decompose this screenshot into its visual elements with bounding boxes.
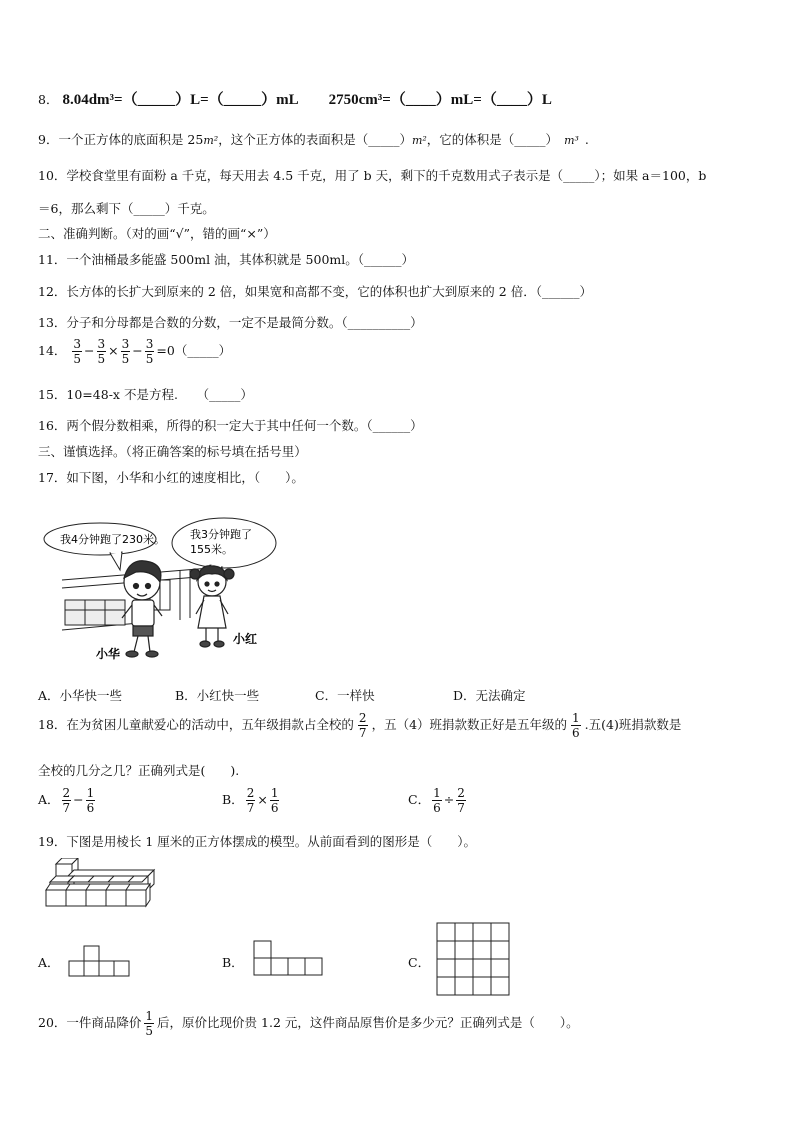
q19-option-c-label: C． [408,955,431,970]
q18-text-c: .五(4)班捐款数是 [584,717,682,732]
question-10-line2: ＝6，那么剩下（_____）千克。 [38,201,215,216]
q9-unit-3: m³ [564,134,579,147]
q18-fraction-b: $\frac{1}{6}$ [572,711,580,740]
q14-number: 14． [38,343,67,358]
bubble-2-line2: 155米。 [190,543,233,556]
girl-figure [190,566,234,647]
question-18-line1 [38,712,681,739]
q9-unit-1: m² [203,134,219,147]
question-19-stem: 19．下图是用棱长 1 厘米的正方体摆成的模型。从前面看到的图形是（ ）。 [38,834,477,849]
q18-option-b: B． $\frac{2}{7}$ × $\frac{1}{6}$ [222,786,279,815]
q17-option-c: C．一样快 [315,688,375,703]
question-15: 15．10=48-x 不是方程. （_____） [38,387,253,402]
q18-a-frac-2: $\frac{1}{6}$ [86,786,95,815]
section-3-heading: 三、谨慎选择。（将正确答案的标号填在括号里） [38,444,307,459]
question-12: 12．长方体的长扩大到原来的 2 倍，如果宽和高都不变，它的体积也扩大到原来的 2 倍．（______） [38,284,592,299]
question-18-line2: 全校的几分之几？正确列式是( ). [38,763,240,778]
question-20 [38,1010,579,1037]
question-14 [38,338,231,365]
q20-text-b: 后，原价比现价贵 1.2 元，这件商品原售价是多少元？正确列式是（ ）。 [157,1015,579,1030]
q17-option-b: B．小红快一些 [175,688,260,703]
label-xiaohua: 小华 [96,647,121,661]
cube-model [44,858,156,910]
q18-c-frac-2: $\frac{2}{7}$ [457,786,465,815]
q18-fraction-a: $\frac{2}{7}$ [358,711,367,740]
q20-fraction: $\frac{1}{5}$ [145,1009,154,1038]
q14-fraction-3: $\frac{3}{5}$ [121,337,130,366]
q14-tail: =0（_____） [156,343,232,358]
q8-part1: 8.04dm³=（_____）L=（_____）mL [62,92,299,108]
q17-illustration [40,510,290,670]
q19-option-b-label: B． [222,955,244,970]
q18-option-c: C． $\frac{1}{6}$ ÷ $\frac{2}{7}$ [408,786,465,815]
q18-b-frac-1: $\frac{2}{7}$ [246,786,255,815]
section-2-heading: 二、准确判断。（对的画“√”，错的画“×”） [38,226,276,241]
q14-fraction-4: $\frac{3}{5}$ [145,337,154,366]
q14-fraction-2: $\frac{3}{5}$ [97,337,106,366]
label-xiaohong: 小红 [233,632,258,646]
q9-text-d: . [584,132,589,147]
question-10-line1: 10．学校食堂里有面粉 a 千克，每天用去 4.5 千克，用了 b 天，剩下的千克数用式子表示是（_____）；如果 a＝100，b [38,168,707,183]
question-9 [38,130,589,148]
question-11: 11．一个油桶最多能盛 500ml 油，其体积就是 500ml。（______） [38,252,414,267]
bubble-1-text: 我4分钟跑了230米。 [60,533,165,546]
q18-c-frac-1: $\frac{1}{6}$ [433,786,441,815]
q20-text-a: 20．一件商品降价 [38,1015,142,1030]
q19-option-a-label: A． [38,955,60,970]
q8-number: 8． [38,92,59,107]
q19-option-c-figure [436,922,512,998]
q9-text-a: 9．一个正方体的底面积是 25 [38,132,204,147]
q19-option-a-figure [68,944,132,980]
boy-figure [122,561,162,657]
q17-option-d: D．无法确定 [453,688,526,703]
q18-text-a: 18．在为贫困儿童献爱心的活动中，五年级捐款占全校的 [38,717,354,732]
question-16: 16．两个假分数相乘，所得的积一定大于其中任何一个数。（______） [38,418,423,433]
q19-option-b-figure [253,940,323,978]
q14-op-3: − [132,343,143,358]
q18-a-frac-1: $\frac{2}{7}$ [62,786,71,815]
q14-op-2: × [108,343,119,358]
q18-text-b: ，五（4）班捐款数正好是五年级的 [371,717,568,732]
q9-unit-2: m² [411,134,427,147]
q14-op-1: − [84,343,95,358]
q18-option-a: A． $\frac{2}{7}$ − $\frac{1}{6}$ [38,786,95,815]
q14-fraction-1: $\frac{3}{5}$ [73,337,82,366]
q18-b-frac-2: $\frac{1}{6}$ [270,786,279,815]
q9-text-b: ，这个正方体的表面积是（_____） [218,132,412,147]
bubble-2-line1: 我3分钟跑了 [190,528,252,541]
question-8 [38,88,552,109]
q8-part2: 2750cm³=（____）mL=（____）L [328,92,552,108]
question-13: 13．分子和分母都是合数的分数，一定不是最简分数。（__________） [38,315,423,330]
question-17-stem: 17．如下图，小华和小红的速度相比，（ ）。 [38,470,304,485]
q9-text-c: ，它的体积是（_____） [426,132,559,147]
q17-option-a: A．小华快一些 [38,688,123,703]
